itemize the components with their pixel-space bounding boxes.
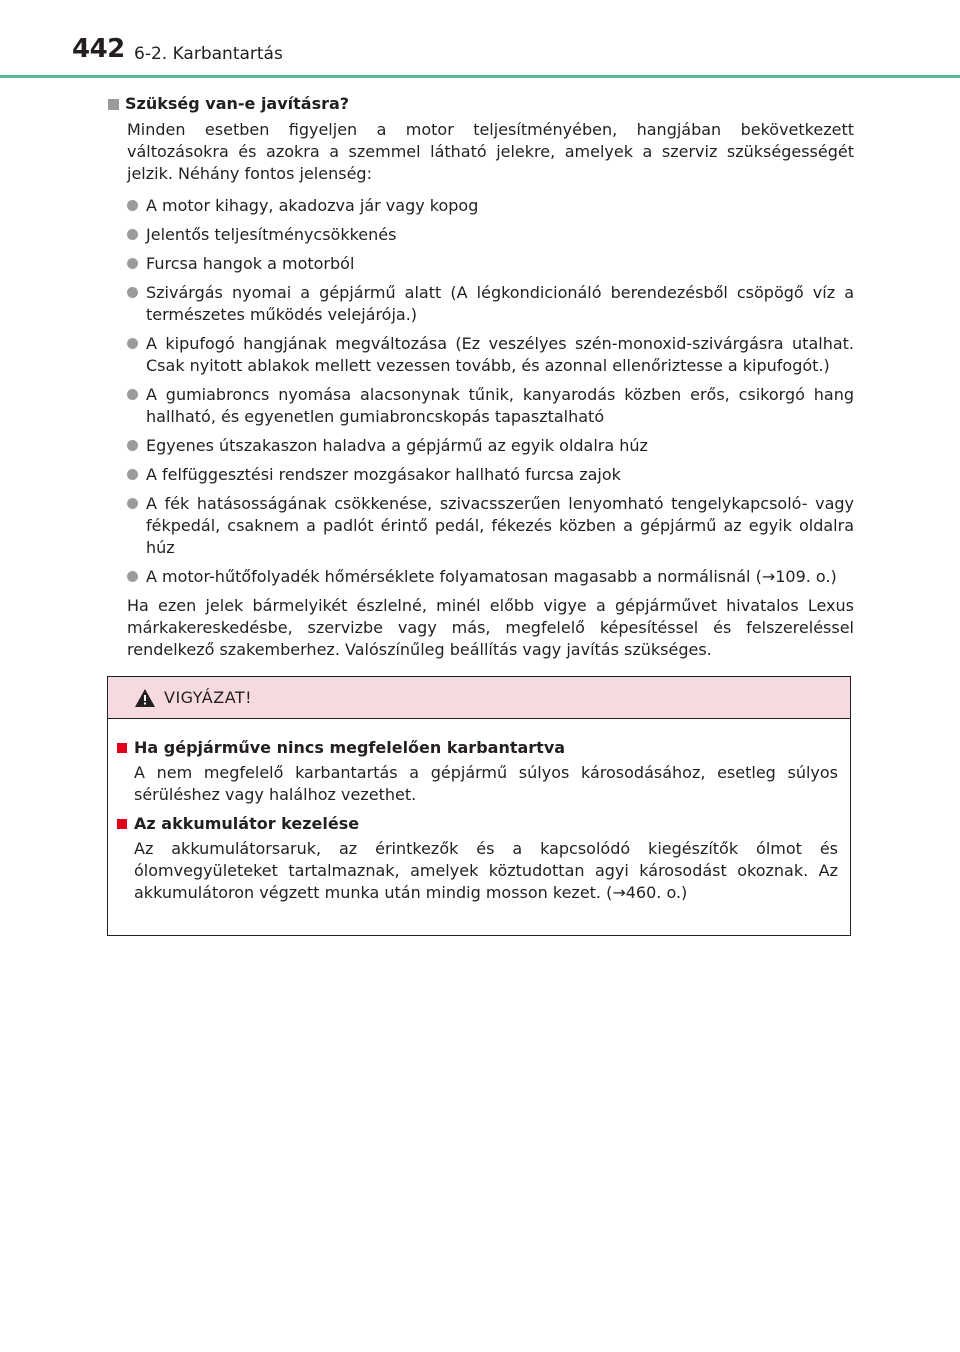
warning-header bbox=[108, 677, 850, 719]
list-item: Furcsa hangok a motorból bbox=[127, 253, 854, 275]
bullet-dot-icon bbox=[127, 200, 138, 211]
bullet-dot-icon bbox=[127, 469, 138, 480]
warning-box bbox=[107, 676, 851, 936]
list-item: A motor-hűtőfolyadék hőmérséklete folyamatosan magasabb a normálisnál (→109. o.) bbox=[127, 566, 854, 588]
header-divider bbox=[0, 75, 960, 78]
bullet-dot-icon bbox=[127, 389, 138, 400]
bullet-dot-icon bbox=[127, 229, 138, 240]
list-item: Szivárgás nyomai a gépjármű alatt (A légkondicionáló berendezésből csöpögő víz a természetes működés velejárója.) bbox=[127, 282, 854, 326]
bullet-dot-icon bbox=[127, 440, 138, 451]
warning-body bbox=[108, 719, 850, 904]
list-item: A motor kihagy, akadozva jár vagy kopog bbox=[127, 195, 854, 217]
list-item: Egyenes útszakaszon haladva a gépjármű az egyik oldalra húz bbox=[127, 435, 854, 457]
main-content bbox=[108, 92, 854, 661]
section-heading bbox=[108, 92, 854, 116]
symptom-list bbox=[127, 195, 854, 588]
closing-paragraph: Ha ezen jelek bármelyikét észlelné, minél előbb vigye a gépjárművet hivatalos Lexus márkakereskedésbe, szervizbe vagy más, megfelelő képesítéssel és felszereléssel rendelkező szakemberhez. Valószínűleg beállítás vagy javítás szükséges. bbox=[127, 596, 854, 659]
warning-item-text: Az akkumulátorsaruk, az érintkezők és a kapcsolódó kiegészítők ólmot és ólomvegyületeket tartalmaznak, amelyek köztudottan agyi károsodást okoznak. Az akkumulátoron végzett munka után mindig mosson kezet. (→460. o.) bbox=[134, 839, 838, 902]
red-square-icon bbox=[117, 743, 127, 753]
list-item: A felfüggesztési rendszer mozgásakor hallható furcsa zajok bbox=[127, 464, 854, 486]
section-title: Szükség van-e javításra? bbox=[125, 94, 350, 113]
list-item: Jelentős teljesítménycsökkenés bbox=[127, 224, 854, 246]
list-item: A fék hatásosságának csökkenése, szivacsszerűen lenyomható tengelykapcsoló- vagy fékpedál, csaknem a padlót érintő pedál, fékezés közben a gépjármű az egyik oldalra húz bbox=[127, 493, 854, 559]
list-item: A gumiabroncs nyomása alacsonynak tűnik, kanyarodás közben erős, csikorgó hang hallható, és egyenetlen gumiabroncskopás tapasztalható bbox=[127, 384, 854, 428]
bullet-dot-icon bbox=[127, 571, 138, 582]
warning-item-text: A nem megfelelő karbantartás a gépjármű súlyos károsodásához, esetleg súlyos sérüléshez vagy halálhoz vezethet. bbox=[134, 763, 838, 804]
warning-item-heading: Az akkumulátor kezelése bbox=[117, 813, 838, 835]
section-intro: Minden esetben figyeljen a motor teljesítményében, hangjában bekövetkezett változásokra és azokra a szemmel látható jelekre, amelyek a szerviz szükségességét jelzik. Néhány fontos jelenség: bbox=[127, 120, 854, 183]
red-square-icon bbox=[117, 819, 127, 829]
bullet-dot-icon bbox=[127, 287, 138, 298]
list-item: A kipufogó hangjának megváltozása (Ez veszélyes szén-monoxid-szivárgásra utalhat. Csak nyitott ablakok mellett vezessen tovább, és azonnal ellenőriztesse a kipufogót.) bbox=[127, 333, 854, 377]
page-reference-link[interactable]: →460. o.) bbox=[612, 883, 688, 902]
chapter-title: 6-2. Karbantartás bbox=[134, 44, 283, 64]
bullet-dot-icon bbox=[127, 498, 138, 509]
page-header bbox=[0, 0, 960, 82]
warning-triangle-icon bbox=[134, 688, 156, 708]
warning-title: VIGYÁZAT! bbox=[164, 688, 253, 707]
bullet-dot-icon bbox=[127, 338, 138, 349]
square-bullet-icon bbox=[108, 99, 119, 110]
warning-item-heading: Ha gépjárműve nincs megfelelően karbantartva bbox=[117, 737, 838, 759]
page-number: 442 bbox=[72, 34, 125, 64]
page-reference-link[interactable]: →109. o.) bbox=[761, 567, 837, 586]
bullet-dot-icon bbox=[127, 258, 138, 269]
